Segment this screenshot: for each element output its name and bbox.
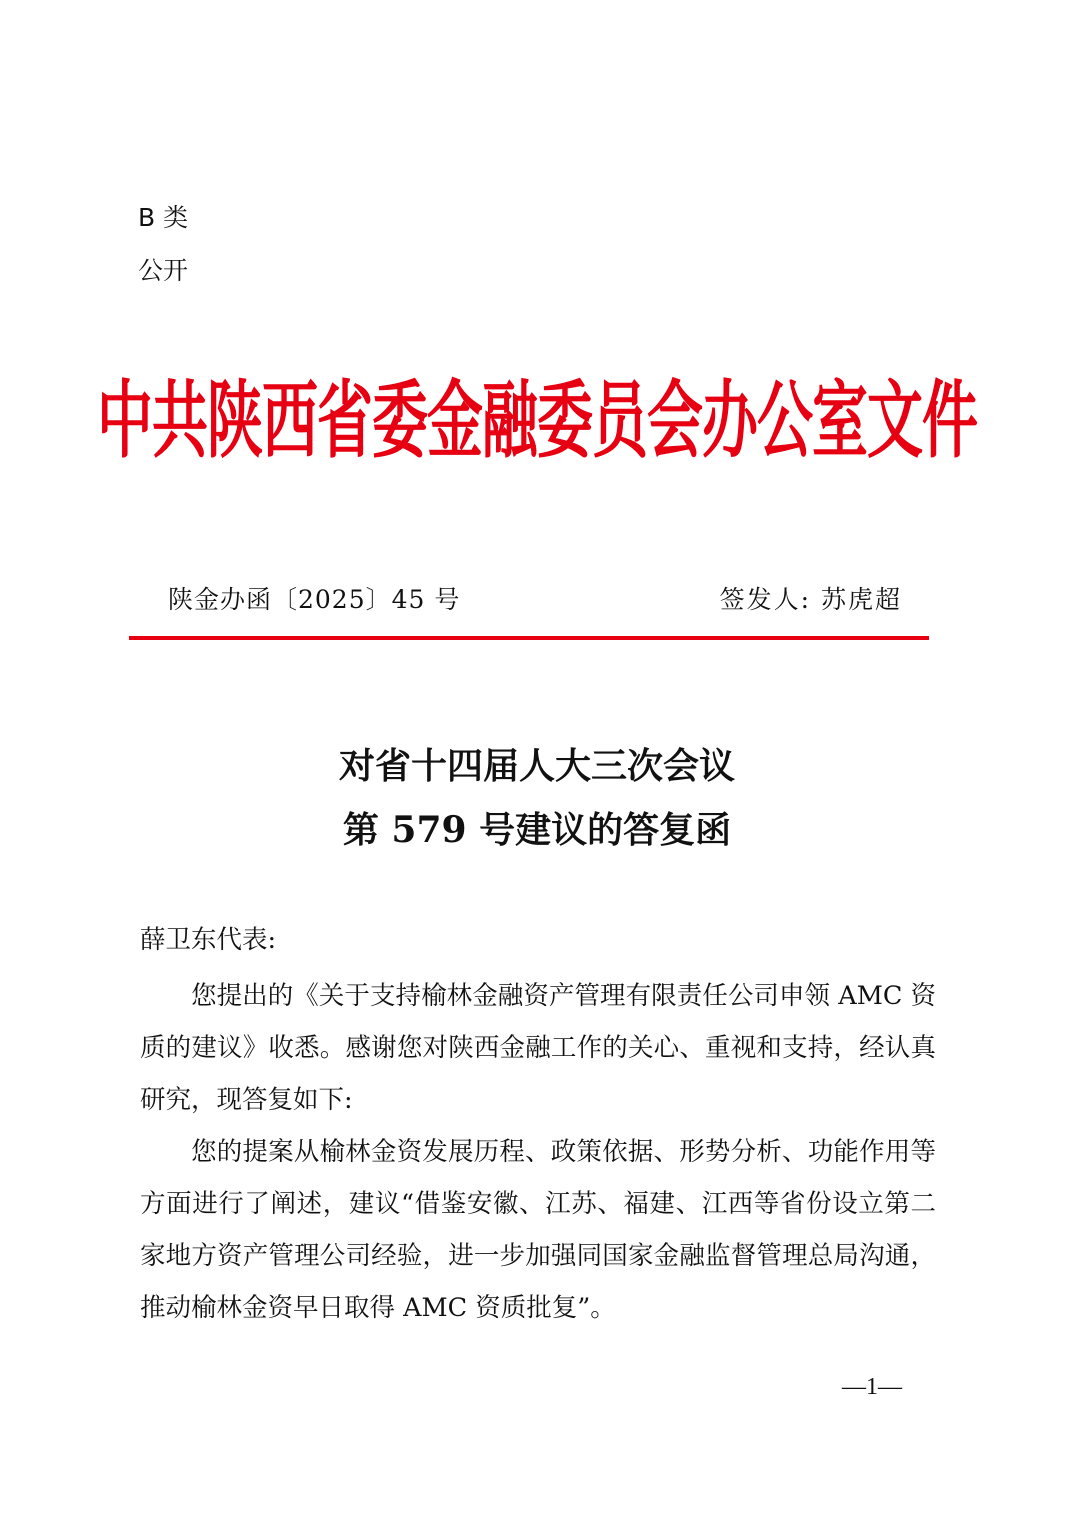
document-title-line-2: 第 579 号建议的答复函 [342,809,732,851]
masthead-title: 中共陕西省委金融委员会办公室文件 [97,371,977,471]
document-title-line-1: 对省十四届人大三次会议 [338,745,735,787]
category-label: B 类 [138,203,189,232]
body-paragraph: 您提出的《关于支持榆林金融资产管理有限责任公司申领 AMC 资质的建议》收悉。感谢您对陕西金融工作的关心、重视和支持，经认真研究，现答复如下: [140,981,936,1115]
document-number: 陕金办函〔2025〕45 号 [168,585,461,614]
issuer-label: 签发人: [719,585,812,614]
issuer-name: 苏虎超 [820,585,902,614]
page-number: —1— [842,1374,902,1400]
red-divider-line [129,636,929,640]
masthead [97,360,977,471]
salutation: 薛卫东代表: [140,925,277,955]
issuer [720,583,902,617]
document-info-row [168,583,902,617]
visibility-label: 公开 [138,256,189,285]
body-paragraph: 您的提案从榆林金资发展历程、政策依据、形势分析、功能作用等方面进行了阐述，建议“借鉴安徽、江苏、福建、江西等省份设立第二家地方资产管理公司经验，进一步加强同国家金融监督管理总局沟通，推动榆林金资早日取得 AMC 资质批复”。 [140,1137,936,1323]
